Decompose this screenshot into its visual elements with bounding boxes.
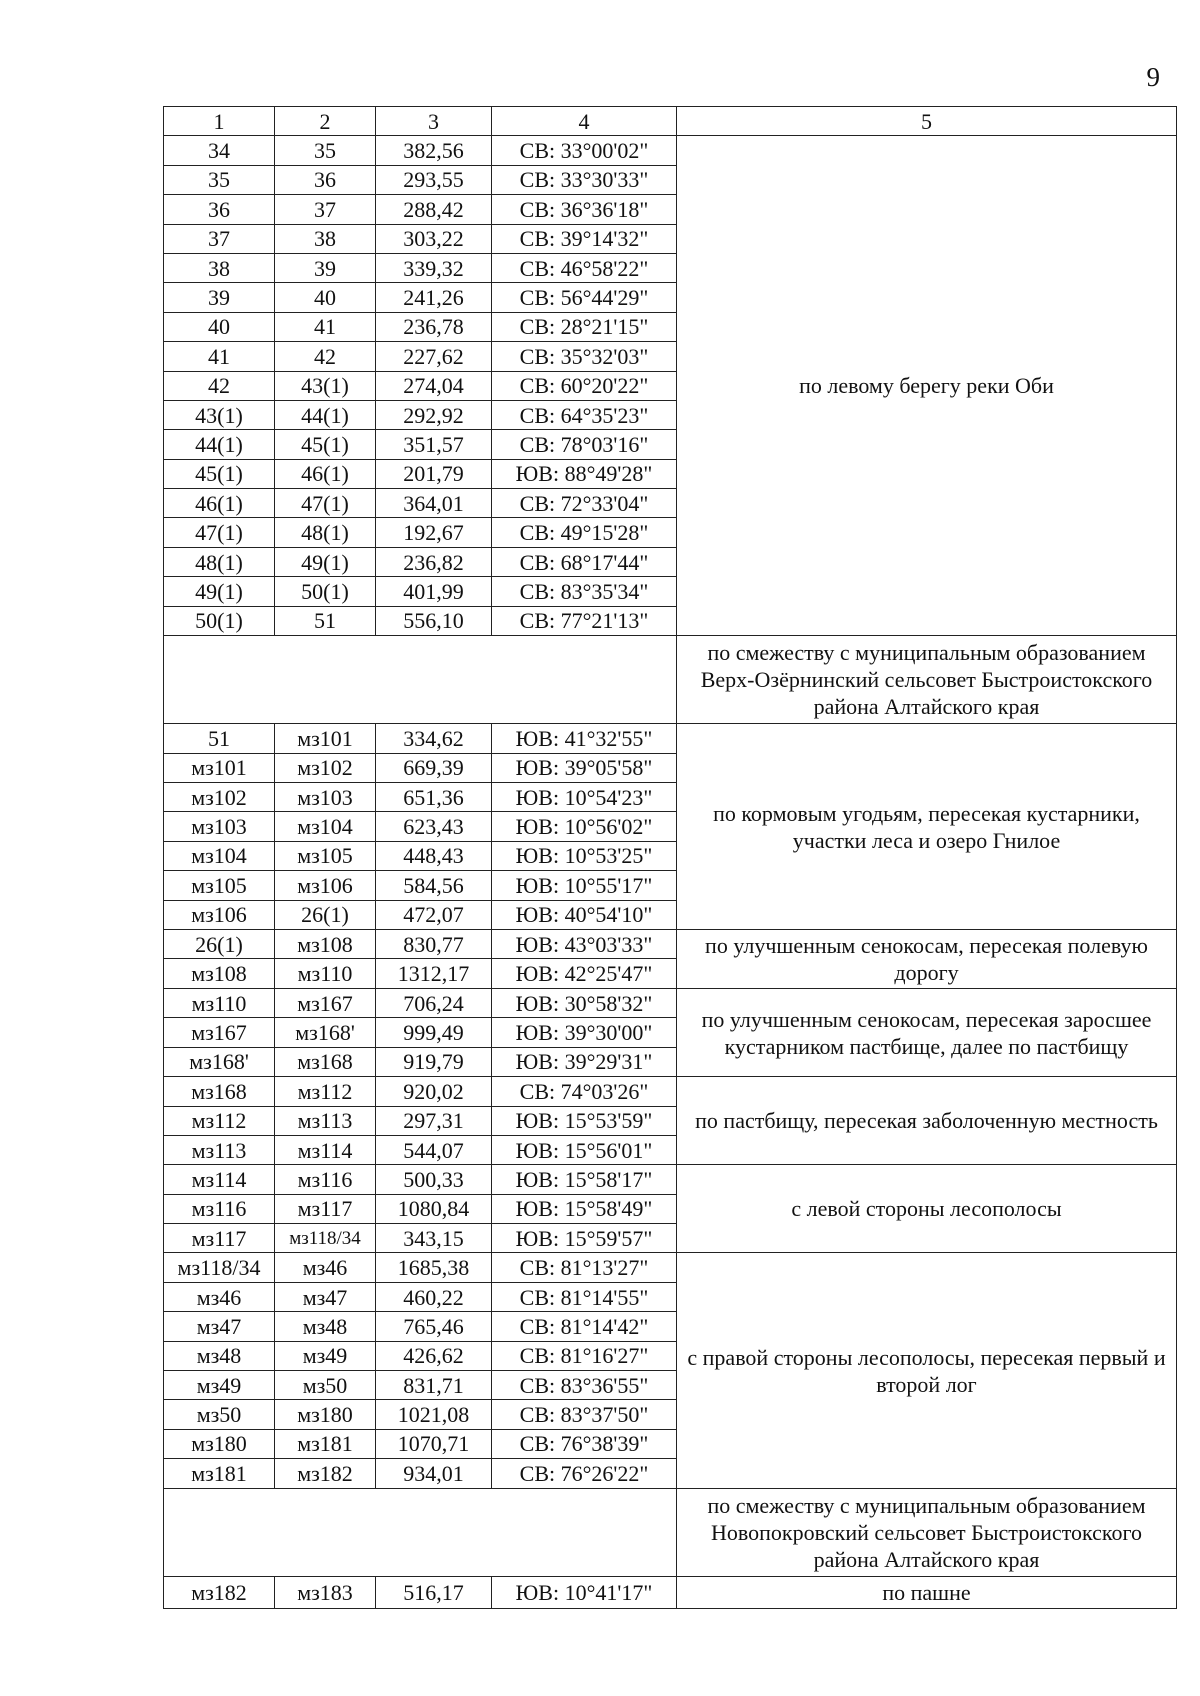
to-point-cell: мз48	[275, 1312, 376, 1341]
separator-row	[164, 636, 1177, 665]
bearing-cell: СВ: 56°44'29"	[492, 283, 677, 312]
table-row	[164, 724, 1177, 753]
bearing-cell: СВ: 60°20'22"	[492, 371, 677, 400]
distance-cell: 765,46	[376, 1312, 492, 1341]
to-point-cell: мз168	[275, 1047, 376, 1076]
distance-cell: 556,10	[376, 606, 492, 635]
bearing-cell: ЮВ: 10°56'02"	[492, 812, 677, 841]
from-point-cell: мз180	[164, 1429, 275, 1458]
distance-cell: 500,33	[376, 1165, 492, 1194]
distance-cell: 472,07	[376, 900, 492, 929]
from-point-cell: 43(1)	[164, 400, 275, 429]
distance-cell: 293,55	[376, 165, 492, 194]
page-number: 9	[1146, 62, 1160, 92]
distance-cell: 382,56	[376, 136, 492, 165]
bearing-cell: СВ: 33°00'02"	[492, 136, 677, 165]
boundary-description: по улучшенным сенокосам, пересекая заросшее кустарником пастбище, далее по пастбищу	[677, 988, 1177, 1076]
to-point-cell: 26(1)	[275, 900, 376, 929]
to-point-cell: мз101	[275, 724, 376, 753]
bearing-cell: СВ: 81°14'55"	[492, 1282, 677, 1311]
from-point-cell: мз116	[164, 1194, 275, 1223]
boundary-description: по левому берегу реки Оби	[677, 136, 1177, 636]
from-point-cell: мз101	[164, 753, 275, 782]
from-point-cell: 34	[164, 136, 275, 165]
from-point-cell: мз49	[164, 1371, 275, 1400]
bearing-cell: СВ: 78°03'16"	[492, 430, 677, 459]
from-point-cell: 37	[164, 224, 275, 253]
to-point-cell: мз46	[275, 1253, 376, 1282]
distance-cell: 919,79	[376, 1047, 492, 1076]
distance-cell: 241,26	[376, 283, 492, 312]
bearing-cell: ЮВ: 15°59'57"	[492, 1224, 677, 1253]
distance-cell: 1070,71	[376, 1429, 492, 1458]
column-header: 1	[164, 107, 275, 136]
table-row	[164, 136, 1177, 165]
bearing-cell: ЮВ: 88°49'28"	[492, 459, 677, 488]
from-point-cell: мз167	[164, 1018, 275, 1047]
bearing-cell: СВ: 74°03'26"	[492, 1077, 677, 1106]
distance-cell: 334,62	[376, 724, 492, 753]
to-point-cell: мз104	[275, 812, 376, 841]
to-point-cell: 41	[275, 312, 376, 341]
column-header: 5	[677, 107, 1177, 136]
boundary-description: по улучшенным сенокосам, пересекая полевую дорогу	[677, 929, 1177, 988]
from-point-cell: мз48	[164, 1341, 275, 1370]
distance-cell: 651,36	[376, 782, 492, 811]
from-point-cell: 49(1)	[164, 577, 275, 606]
to-point-cell: 43(1)	[275, 371, 376, 400]
distance-cell: 227,62	[376, 342, 492, 371]
distance-cell: 343,15	[376, 1224, 492, 1253]
to-point-cell: 35	[275, 136, 376, 165]
from-point-cell: мз168	[164, 1077, 275, 1106]
distance-cell: 1021,08	[376, 1400, 492, 1429]
distance-cell: 236,82	[376, 547, 492, 576]
from-point-cell: мз106	[164, 900, 275, 929]
distance-cell: 706,24	[376, 988, 492, 1017]
distance-cell: 339,32	[376, 253, 492, 282]
bearing-cell: ЮВ: 42°25'47"	[492, 959, 677, 989]
bearing-cell: ЮВ: 10°53'25"	[492, 841, 677, 870]
from-point-cell: 39	[164, 283, 275, 312]
boundary-description: по пастбищу, пересекая заболоченную местность	[677, 1077, 1177, 1165]
to-point-cell: мз102	[275, 753, 376, 782]
bearing-cell: СВ: 64°35'23"	[492, 400, 677, 429]
blank-cell	[164, 636, 677, 724]
distance-cell: 831,71	[376, 1371, 492, 1400]
to-point-cell: мз112	[275, 1077, 376, 1106]
bearing-cell: СВ: 77°21'13"	[492, 606, 677, 635]
from-point-cell: 36	[164, 195, 275, 224]
to-point-cell: 37	[275, 195, 376, 224]
distance-cell: 292,92	[376, 400, 492, 429]
from-point-cell: 42	[164, 371, 275, 400]
from-point-cell: мз105	[164, 871, 275, 900]
from-point-cell: мз104	[164, 841, 275, 870]
from-point-cell: мз103	[164, 812, 275, 841]
from-point-cell: 44(1)	[164, 430, 275, 459]
table-row	[164, 1253, 1177, 1282]
distance-cell: 1080,84	[376, 1194, 492, 1223]
bearing-cell: СВ: 76°26'22"	[492, 1459, 677, 1488]
bearing-cell: СВ: 68°17'44"	[492, 547, 677, 576]
distance-cell: 297,31	[376, 1106, 492, 1135]
bearing-cell: ЮВ: 10°54'23"	[492, 782, 677, 811]
distance-cell: 401,99	[376, 577, 492, 606]
to-point-cell: мз118/34	[275, 1224, 376, 1253]
bearing-cell: ЮВ: 39°30'00"	[492, 1018, 677, 1047]
to-point-cell: 47(1)	[275, 489, 376, 518]
from-point-cell: мз118/34	[164, 1253, 275, 1282]
bearing-cell: СВ: 35°32'03"	[492, 342, 677, 371]
bearing-cell: ЮВ: 15°56'01"	[492, 1135, 677, 1164]
to-point-cell: мз183	[275, 1576, 376, 1608]
distance-cell: 516,17	[376, 1576, 492, 1608]
distance-cell: 1312,17	[376, 959, 492, 989]
from-point-cell: 41	[164, 342, 275, 371]
distance-cell: 448,43	[376, 841, 492, 870]
to-point-cell: мз105	[275, 841, 376, 870]
to-point-cell: мз47	[275, 1282, 376, 1311]
from-point-cell: мз181	[164, 1459, 275, 1488]
to-point-cell: мз180	[275, 1400, 376, 1429]
from-point-cell: мз102	[164, 782, 275, 811]
to-point-cell: мз116	[275, 1165, 376, 1194]
bearing-cell: ЮВ: 15°58'17"	[492, 1165, 677, 1194]
header-row	[164, 107, 1177, 136]
from-point-cell: 48(1)	[164, 547, 275, 576]
to-point-cell: мз49	[275, 1341, 376, 1370]
bearing-cell: СВ: 81°14'42"	[492, 1312, 677, 1341]
from-point-cell: 35	[164, 165, 275, 194]
from-point-cell: мз47	[164, 1312, 275, 1341]
bearing-cell: ЮВ: 15°53'59"	[492, 1106, 677, 1135]
from-point-cell: мз117	[164, 1224, 275, 1253]
bearing-cell: СВ: 46°58'22"	[492, 253, 677, 282]
bearing-cell: ЮВ: 39°29'31"	[492, 1047, 677, 1076]
distance-cell: 544,07	[376, 1135, 492, 1164]
bearing-cell: ЮВ: 41°32'55"	[492, 724, 677, 753]
to-point-cell: 40	[275, 283, 376, 312]
to-point-cell: 49(1)	[275, 547, 376, 576]
table-row	[164, 929, 1177, 959]
bearing-cell: СВ: 33°30'33"	[492, 165, 677, 194]
table-row	[164, 988, 1177, 1017]
blank-cell	[164, 1488, 677, 1576]
bearing-cell: СВ: 36°36'18"	[492, 195, 677, 224]
bearing-cell: ЮВ: 43°03'33"	[492, 929, 677, 959]
from-point-cell: 51	[164, 724, 275, 753]
bearing-cell: СВ: 81°16'27"	[492, 1341, 677, 1370]
distance-cell: 934,01	[376, 1459, 492, 1488]
from-point-cell: мз50	[164, 1400, 275, 1429]
table-row	[164, 1576, 1177, 1608]
to-point-cell: 51	[275, 606, 376, 635]
to-point-cell: мз167	[275, 988, 376, 1017]
bearing-cell: СВ: 28°21'15"	[492, 312, 677, 341]
from-point-cell: мз113	[164, 1135, 275, 1164]
to-point-cell: мз117	[275, 1194, 376, 1223]
bearing-cell: ЮВ: 40°54'10"	[492, 900, 677, 929]
column-header: 4	[492, 107, 677, 136]
from-point-cell: 26(1)	[164, 929, 275, 959]
from-point-cell: мз46	[164, 1282, 275, 1311]
to-point-cell: 36	[275, 165, 376, 194]
from-point-cell: 38	[164, 253, 275, 282]
column-header: 2	[275, 107, 376, 136]
to-point-cell: 38	[275, 224, 376, 253]
from-point-cell: мз108	[164, 959, 275, 989]
from-point-cell: мз114	[164, 1165, 275, 1194]
from-point-cell: 47(1)	[164, 518, 275, 547]
bearing-cell: ЮВ: 30°58'32"	[492, 988, 677, 1017]
to-point-cell: мз106	[275, 871, 376, 900]
bearing-cell: ЮВ: 39°05'58"	[492, 753, 677, 782]
to-point-cell: 50(1)	[275, 577, 376, 606]
boundary-description: с левой стороны лесополосы	[677, 1165, 1177, 1253]
from-point-cell: мз112	[164, 1106, 275, 1135]
distance-cell: 460,22	[376, 1282, 492, 1311]
to-point-cell: мз168'	[275, 1018, 376, 1047]
bearing-cell: СВ: 39°14'32"	[492, 224, 677, 253]
bearing-cell: СВ: 76°38'39"	[492, 1429, 677, 1458]
distance-cell: 303,22	[376, 224, 492, 253]
from-point-cell: мз182	[164, 1576, 275, 1608]
from-point-cell: 40	[164, 312, 275, 341]
boundary-description: по пашне	[677, 1576, 1177, 1608]
to-point-cell: мз108	[275, 929, 376, 959]
distance-cell: 669,39	[376, 753, 492, 782]
to-point-cell: мз114	[275, 1135, 376, 1164]
to-point-cell: 48(1)	[275, 518, 376, 547]
bearing-cell: СВ: 81°13'27"	[492, 1253, 677, 1282]
bearing-cell: ЮВ: 10°41'17"	[492, 1576, 677, 1608]
to-point-cell: мз182	[275, 1459, 376, 1488]
distance-cell: 192,67	[376, 518, 492, 547]
to-point-cell: 42	[275, 342, 376, 371]
bearing-cell: СВ: 72°33'04"	[492, 489, 677, 518]
distance-cell: 1685,38	[376, 1253, 492, 1282]
distance-cell: 920,02	[376, 1077, 492, 1106]
distance-cell: 274,04	[376, 371, 492, 400]
to-point-cell: мз103	[275, 782, 376, 811]
distance-cell: 999,49	[376, 1018, 492, 1047]
from-point-cell: мз168'	[164, 1047, 275, 1076]
boundary-table	[163, 106, 1177, 1609]
from-point-cell: мз110	[164, 988, 275, 1017]
bearing-cell: СВ: 83°35'34"	[492, 577, 677, 606]
distance-cell: 584,56	[376, 871, 492, 900]
to-point-cell: мз181	[275, 1429, 376, 1458]
distance-cell: 830,77	[376, 929, 492, 959]
distance-cell: 426,62	[376, 1341, 492, 1370]
separator-row	[164, 1488, 1177, 1517]
from-point-cell: 46(1)	[164, 489, 275, 518]
bearing-cell: ЮВ: 10°55'17"	[492, 871, 677, 900]
boundary-description: с правой стороны лесополосы, пересекая первый и второй лог	[677, 1253, 1177, 1488]
to-point-cell: мз50	[275, 1371, 376, 1400]
to-point-cell: мз113	[275, 1106, 376, 1135]
boundary-description: по кормовым угодьям, пересекая кустарники, участки леса и озеро Гнилое	[677, 724, 1177, 930]
to-point-cell: 45(1)	[275, 430, 376, 459]
distance-cell: 288,42	[376, 195, 492, 224]
distance-cell: 623,43	[376, 812, 492, 841]
boundary-description: по смежеству с муниципальным образованием Верх-Озёрнинский сельсовет Быстроистокского района Алтайского края	[677, 636, 1177, 724]
to-point-cell: 46(1)	[275, 459, 376, 488]
to-point-cell: 44(1)	[275, 400, 376, 429]
table-row	[164, 1165, 1177, 1194]
bearing-cell: СВ: 49°15'28"	[492, 518, 677, 547]
distance-cell: 364,01	[376, 489, 492, 518]
to-point-cell: мз110	[275, 959, 376, 989]
from-point-cell: 50(1)	[164, 606, 275, 635]
distance-cell: 236,78	[376, 312, 492, 341]
bearing-cell: СВ: 83°37'50"	[492, 1400, 677, 1429]
from-point-cell: 45(1)	[164, 459, 275, 488]
boundary-description: по смежеству с муниципальным образованием Новопокровский сельсовет Быстроистокского района Алтайского края	[677, 1488, 1177, 1576]
bearing-cell: ЮВ: 15°58'49"	[492, 1194, 677, 1223]
bearing-cell: СВ: 83°36'55"	[492, 1371, 677, 1400]
distance-cell: 201,79	[376, 459, 492, 488]
to-point-cell: 39	[275, 253, 376, 282]
distance-cell: 351,57	[376, 430, 492, 459]
table-row	[164, 1077, 1177, 1106]
column-header: 3	[376, 107, 492, 136]
